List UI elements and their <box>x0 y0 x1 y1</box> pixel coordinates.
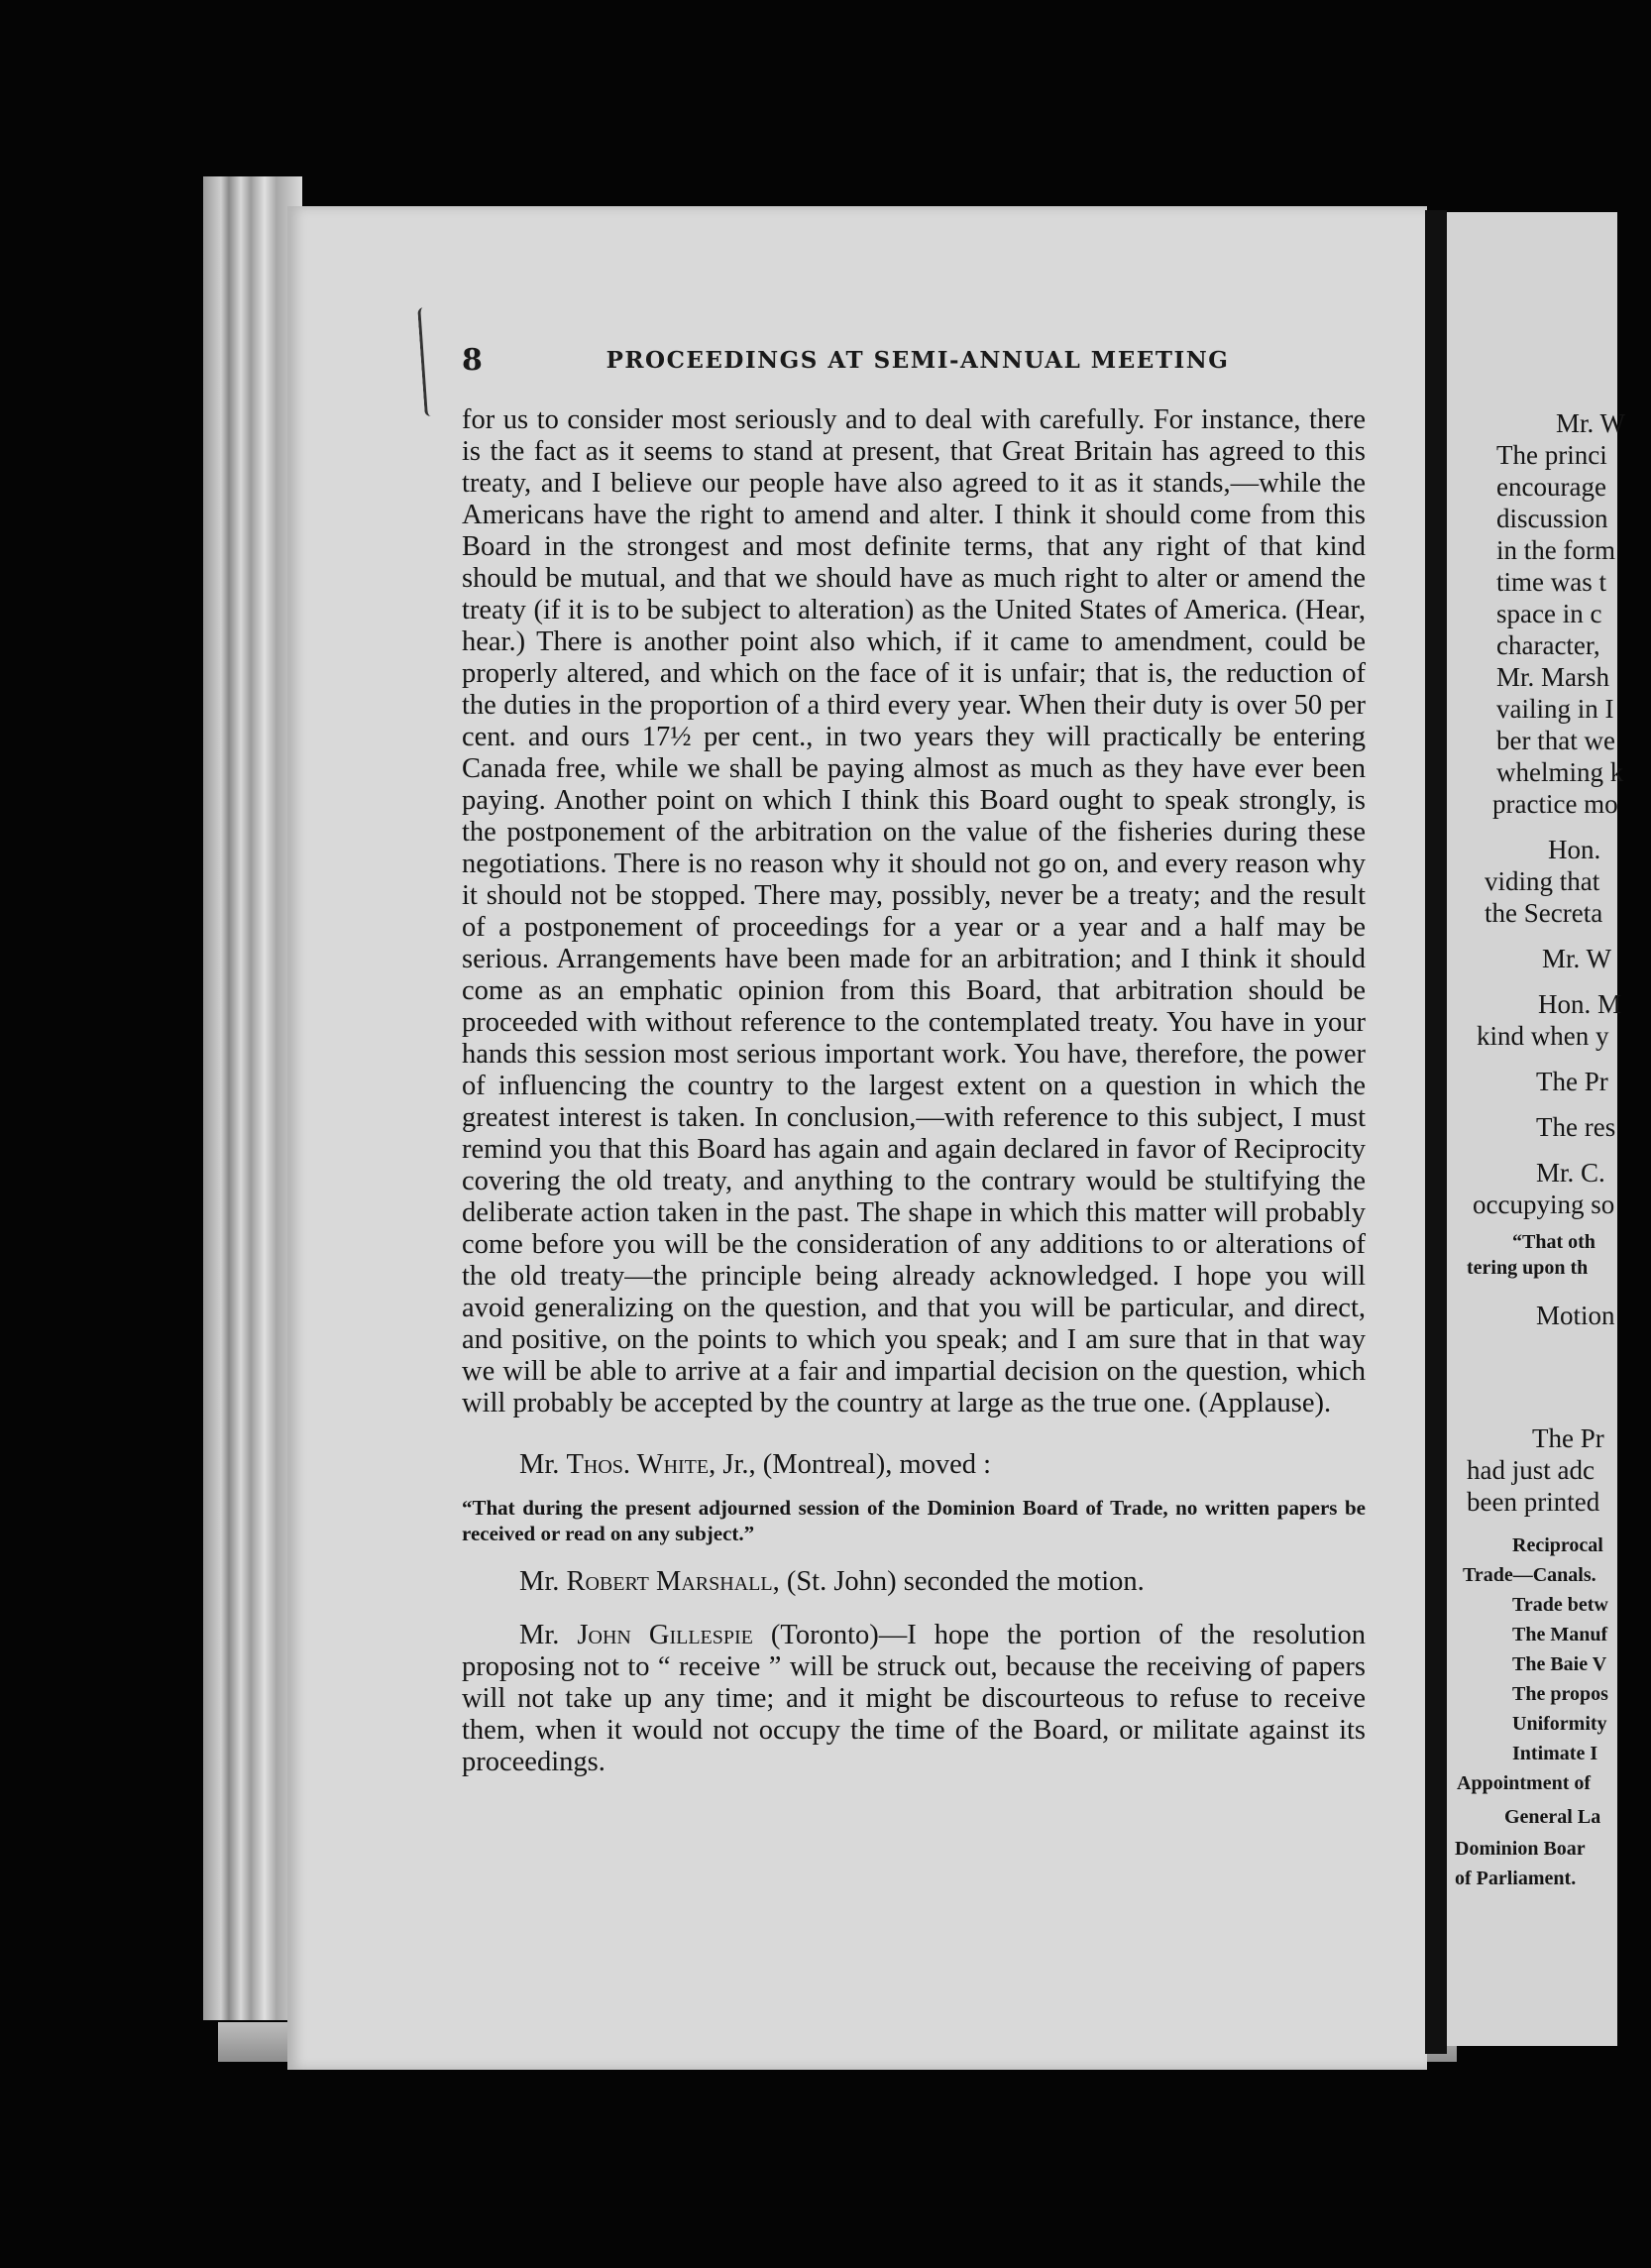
motion-intro <box>462 1449 1366 1481</box>
right-fragment: of Parliament. <box>1455 1868 1577 1889</box>
right-fragment: Trade betw <box>1512 1594 1608 1616</box>
gillespie-paragraph <box>462 1620 1366 1778</box>
speech-paragraph: for us to consider most seriously and to deal with carefully. For instance, there is the fact as it seems to stand at present, that Great Britain has agreed to this treaty, and I believe our people have also agreed to it as it stands,—while the Americans have the right to amend and alter. I think it should come from this Board in the strongest and most definite terms, that any right of that kind should be mutual, and that we should have as much right to alter or amend the treaty (if it is to be subject to alteration) as the United States of America. (Hear, hear.) There is another point also which, if it came to amendment, could be properly altered, and which on the face of it is unfair; that is, the reduction of the duties in the proportion of a third every year. When their duty is over 50 per cent. and ours 17½ per cent., in two years they will practically be entering Canada free, while we shall be paying almost as much as they have ever been paying. Another point on which I think this Board ought to speak strongly, is the postponement of the arbitration on the value of the fisheries during these negotiations. There is no reason why it should not go on, and every reason why it should not be stopped. There may, possibly, never be a treaty; and the result of a postponement of proceedings for a year or a year and a half may be serious. Arrangements have been made for an arbitration; and I think it should come as an emphatic opinion from this Board, that arbitration should be proceeded with without reference to the contemplated treaty. You have in your hands this session most serious important work. You have, therefore, the power of influencing the country to the largest extent on a question in which the greatest interest is taken. In conclusion,—with reference to this subject, I must remind you that this Board has again and again declared in favor of Reciprocity covering the old treaty, and anything to the contrary would be stultifying the deliberate action taken in the past. The shape in which this matter will probably come before you will be the consideration of any additions to or alterations of the old treaty—the principle being already acknowledged. I hope you will avoid generalizing on the question, and that you will be particular, and direct, and positive, on the points to which you speak; and I am sure that in that way we will be able to arrive at a fair and impartial decision on the question, which will probably be accepted by the country at large as the true one. (Applause). <box>462 404 1366 1418</box>
right-fragment: Intimate I <box>1512 1743 1598 1764</box>
right-fragment: The Pr <box>1532 1423 1604 1453</box>
right-fragment: The Baie V <box>1512 1653 1607 1675</box>
right-fragment: Dominion Boar <box>1455 1838 1586 1860</box>
right-fragment: Motion <box>1536 1301 1615 1330</box>
running-title: PROCEEDINGS AT SEMI-ANNUAL MEETING <box>605 347 1230 374</box>
right-fragment: Hon. <box>1548 835 1601 864</box>
second-prefix: Mr. <box>519 1566 567 1597</box>
motion-intro-suffix: , Jr., (Montreal), moved : <box>709 1449 992 1480</box>
right-fragment: viding that <box>1485 866 1600 896</box>
seconder-paragraph <box>462 1566 1366 1598</box>
right-fragment: Mr. W <box>1556 408 1626 438</box>
second-suffix: , (St. John) seconded the motion. <box>772 1566 1145 1597</box>
book-gutter <box>1425 210 1447 2054</box>
right-fragment: ber that we <box>1496 726 1615 755</box>
gillespie-text: (Toronto)—I hope the portion of the resolution proposing not to “ receive ” will be struck out, because the receiving of papers will not take up any time; and it might be discourteous to refuse to receive them, when it would not occupy the time of the Board, or militate against its proceedings. <box>462 1620 1366 1777</box>
right-fragment: practice mo <box>1492 789 1618 819</box>
right-fragment: the Secreta <box>1485 898 1603 928</box>
gillespie-prefix: Mr. <box>519 1620 578 1650</box>
right-fragment: Mr. C. <box>1536 1158 1605 1188</box>
right-fragment: tering upon th <box>1467 1257 1589 1279</box>
right-page <box>1447 212 1626 2046</box>
right-fragment: encourage <box>1496 472 1606 502</box>
right-fragment: Mr. Marsh <box>1496 662 1609 692</box>
right-fragment: Mr. W <box>1542 944 1612 973</box>
page-number: 8 <box>462 343 483 378</box>
right-fragment: The Manuf <box>1512 1624 1608 1645</box>
right-fragment: Reciprocal <box>1512 1534 1603 1556</box>
right-fragment: discussion <box>1496 504 1608 533</box>
right-fragment: whelming k <box>1496 757 1624 787</box>
right-fragment: Uniformity <box>1512 1713 1607 1735</box>
right-fragment: The Pr <box>1536 1067 1608 1096</box>
right-fragment: time was t <box>1496 567 1606 597</box>
right-fragment: vailing in I <box>1496 694 1614 724</box>
mover-name: Thos. White <box>566 1449 710 1480</box>
gillespie-name: John Gillespie <box>577 1620 753 1650</box>
motion-quote: “That during the present adjourned session of the Dominion Board of Trade, no written papers be received or read on any subject.” <box>462 1496 1366 1545</box>
right-fragment: Hon. M <box>1538 989 1622 1019</box>
right-fragment: Appointment of <box>1457 1772 1592 1794</box>
right-fragment: had just adc <box>1467 1455 1595 1485</box>
right-fragment: “That oth <box>1512 1231 1596 1253</box>
right-fragment: The res <box>1536 1112 1616 1142</box>
right-fragment: Trade—Canals. <box>1463 1564 1596 1586</box>
right-fragment: General La <box>1504 1806 1601 1828</box>
motion-intro-prefix: Mr. <box>519 1449 567 1480</box>
right-fragment: space in c <box>1496 599 1602 628</box>
right-fragment: The propos <box>1512 1683 1608 1705</box>
right-fragment: The princi <box>1496 440 1607 470</box>
right-fragment: occupying so <box>1473 1190 1615 1219</box>
right-fragment: kind when y <box>1477 1021 1609 1051</box>
main-text-column <box>462 404 1366 1778</box>
right-fragment: been printed <box>1467 1487 1600 1517</box>
right-fragment: in the form <box>1496 535 1615 565</box>
seconder-name: Robert Marshall <box>566 1566 773 1597</box>
right-fragment: character, <box>1496 630 1600 660</box>
